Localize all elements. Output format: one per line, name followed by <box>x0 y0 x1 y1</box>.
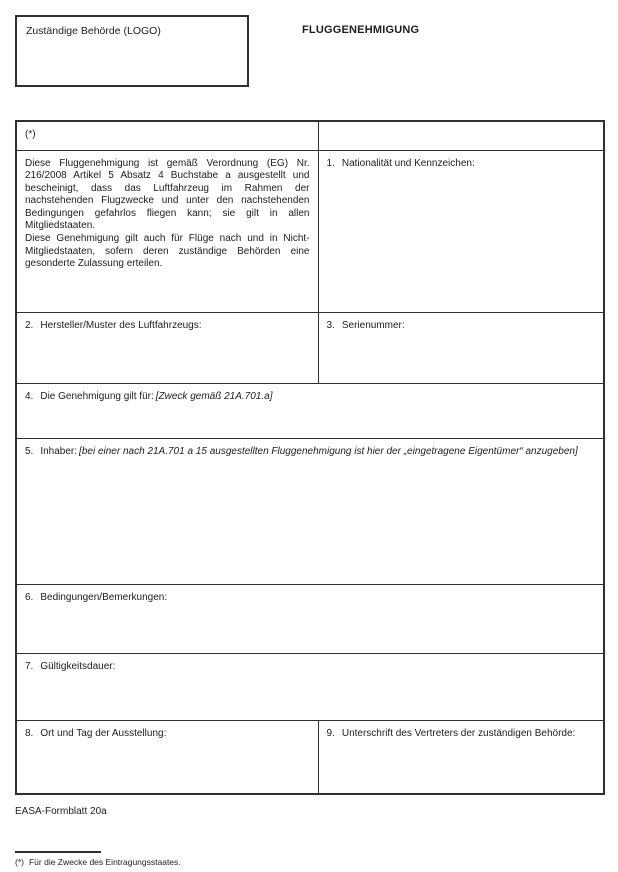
footnote <box>15 857 181 867</box>
field-validity-period <box>25 661 595 674</box>
field-holder <box>25 446 595 459</box>
field-conditions <box>25 592 595 605</box>
field-2-number: 2. <box>25 319 34 331</box>
form-title: FLUGGENEHMIGUNG <box>302 24 420 36</box>
cell-field-7 <box>16 653 604 720</box>
cell-field-5 <box>16 438 604 584</box>
field-serial-number <box>327 320 596 333</box>
table-row-manufacturer-serial <box>16 312 604 383</box>
field-4-number: 4. <box>25 390 34 402</box>
field-purpose <box>25 391 595 404</box>
field-place-date <box>25 728 310 741</box>
authority-logo-label: Zuständige Behörde (LOGO) <box>26 25 161 37</box>
form-id-label: EASA-Formblatt 20a <box>15 806 107 817</box>
cell-field-4 <box>16 383 604 438</box>
authority-logo-box <box>15 15 249 87</box>
table-row-holder <box>16 438 604 584</box>
cell-field-6 <box>16 584 604 653</box>
cell-footnote-marker <box>16 121 318 150</box>
cell-field-3 <box>318 312 604 383</box>
field-1-label: Nationalität und Kennzeichen: <box>341 157 475 169</box>
field-5-label: Inhaber: <box>40 445 78 457</box>
footnote-text: Für die Zwecke des Eintragungsstaates. <box>28 857 181 867</box>
field-1-number: 1. <box>326 157 335 169</box>
permit-table <box>15 120 605 795</box>
cell-field-1 <box>318 150 604 312</box>
field-6-label: Bedingungen/Bemerkungen: <box>40 591 168 603</box>
field-9-number: 9. <box>326 727 335 739</box>
table-row-conditions <box>16 584 604 653</box>
field-8-label: Ort und Tag der Ausstellung: <box>40 727 167 739</box>
cell-field-2 <box>16 312 318 383</box>
field-5-number: 5. <box>25 445 34 457</box>
field-manufacturer <box>25 320 310 333</box>
intro-paragraph-1: Diese Fluggenehmigung ist gemäß Verordnung (EG) Nr. 216/2008 Artikel 5 Absatz 4 Buchstabe a ausgestellt und bescheinigt, dass das Luftfahrzeug im Rahmen der nachstehenden Flugzwecke und unter den nachstehenden Bedingungen gefahrlos fliegen kann; sie gilt in allen Mitgliedstaaten. <box>25 157 310 232</box>
table-row-intro <box>16 150 604 312</box>
field-9-label: Unterschrift des Vertreters der zuständigen Behörde: <box>341 727 576 739</box>
field-8-number: 8. <box>25 727 34 739</box>
table-row-purpose <box>16 383 604 438</box>
field-signature <box>327 728 596 741</box>
field-6-number: 6. <box>25 591 34 603</box>
table-row-issue-signature <box>16 720 604 794</box>
field-7-number: 7. <box>25 660 34 672</box>
field-nationality <box>327 158 596 171</box>
footnote-divider <box>15 851 101 853</box>
field-3-number: 3. <box>326 319 335 331</box>
field-3-label: Serienummer: <box>341 319 405 331</box>
cell-intro-text <box>16 150 318 312</box>
intro-paragraph-2: Diese Genehmigung gilt auch für Flüge nach und in Nicht-Mitgliedstaaten, sofern deren zuständige Behörden eine gesonderte Zulassung erteilen. <box>25 233 310 270</box>
cell-field-9 <box>318 720 604 794</box>
cell-empty-top-right <box>318 121 604 150</box>
cell-field-8 <box>16 720 318 794</box>
field-4-label: Die Genehmigung gilt für: <box>40 390 154 402</box>
field-4-note: [Zweck gemäß 21A.701.a] <box>155 390 273 402</box>
field-7-label: Gültigkeitsdauer: <box>40 660 116 672</box>
table-row-footnote-marker <box>16 121 604 150</box>
footnote-marker: (*) <box>25 129 36 140</box>
field-2-label: Hersteller/Muster des Luftfahrzeugs: <box>40 319 202 331</box>
field-5-note: [bei einer nach 21A.701 a 15 ausgestellten Fluggenehmigung ist hier der „eingetragene Eigentümer“ anzugeben] <box>79 445 578 457</box>
table-row-validity <box>16 653 604 720</box>
footnote-marker-bottom: (*) <box>15 857 24 867</box>
